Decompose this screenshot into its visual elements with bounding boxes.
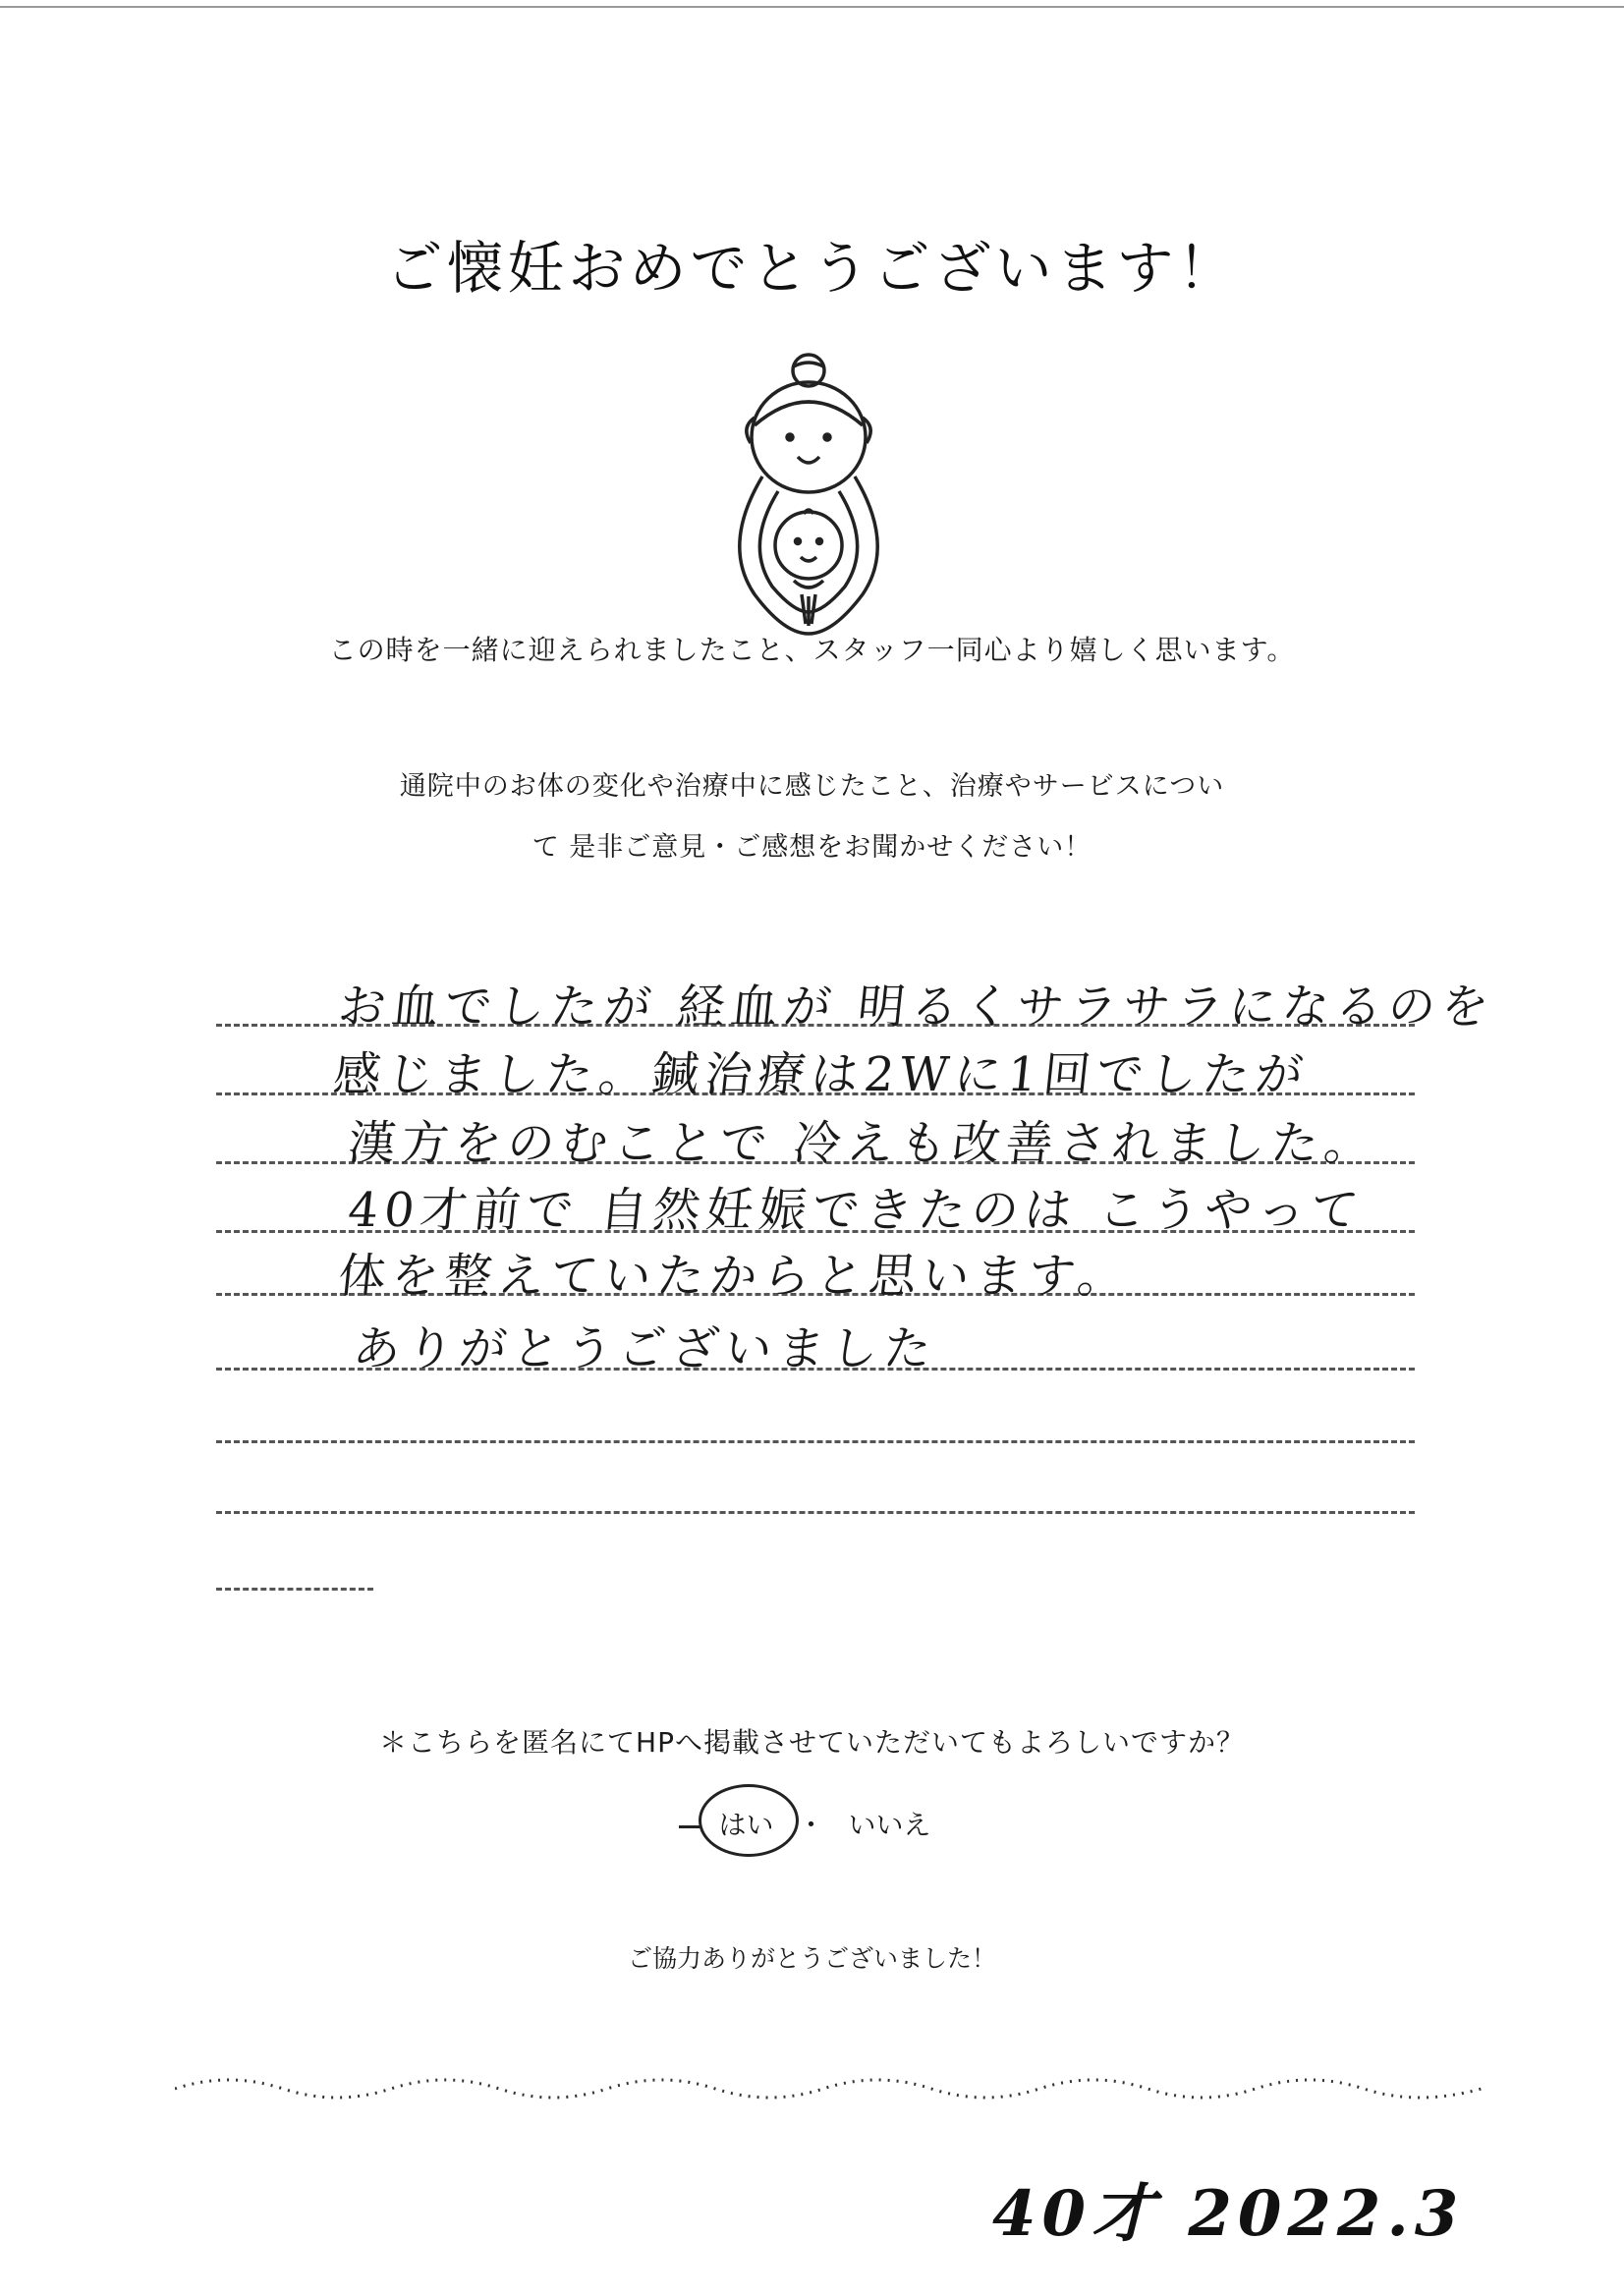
feedback-request: [0, 756, 1624, 878]
comment-text: 体を整えていたからと思います。: [335, 1249, 1134, 1304]
lead-text: この時を一緒に迎えられましたこと、スタッフ一同心より嬉しく思います。: [328, 634, 1296, 666]
feedback-request-line: て 是非ご意見・ご感想をお聞かせください！: [532, 832, 1092, 863]
comment-text: 40才前で 自然妊娠できたのは こうやって: [345, 1183, 1368, 1238]
top-rule: [0, 6, 1624, 8]
comment-text: 漢方をのむことで 冷えも改善されました。: [345, 1116, 1380, 1171]
comment-text: ありがとうございました: [350, 1321, 940, 1376]
comment-rule: [216, 1440, 1415, 1443]
comment-text: 感じました。鍼治療は2Wに1回でしたが: [330, 1047, 1312, 1102]
mother-baby-illustration: [715, 349, 902, 644]
comment-rule: [216, 1588, 373, 1591]
consent-yes-option[interactable]: はい: [704, 1798, 787, 1849]
comment-rule: [216, 1511, 1415, 1514]
option-separator: ・: [797, 1809, 825, 1841]
page-title: ご懐妊おめでとうございます！: [385, 235, 1239, 302]
consent-options: [0, 1798, 1624, 1849]
wavy-dotted-divider: [175, 2063, 1482, 2102]
thank-you-text: ご協力ありがとうございました！: [627, 1944, 996, 1973]
consent-question: ＊こちらを匿名にてHPへ掲載させていただいてもよろしいですか？: [379, 1726, 1245, 1759]
handwritten-age-date: 40才 2022.3: [992, 2177, 1465, 2251]
consent-no-option[interactable]: いいえ: [848, 1809, 931, 1841]
comment-text: お血でしたが 経血が 明るくサラサラになるのを: [335, 980, 1498, 1035]
feedback-request-line: 通院中のお体の変化や治療中に感じたこと、治療やサービスについ: [399, 771, 1225, 802]
selection-mark: [679, 1825, 700, 1828]
